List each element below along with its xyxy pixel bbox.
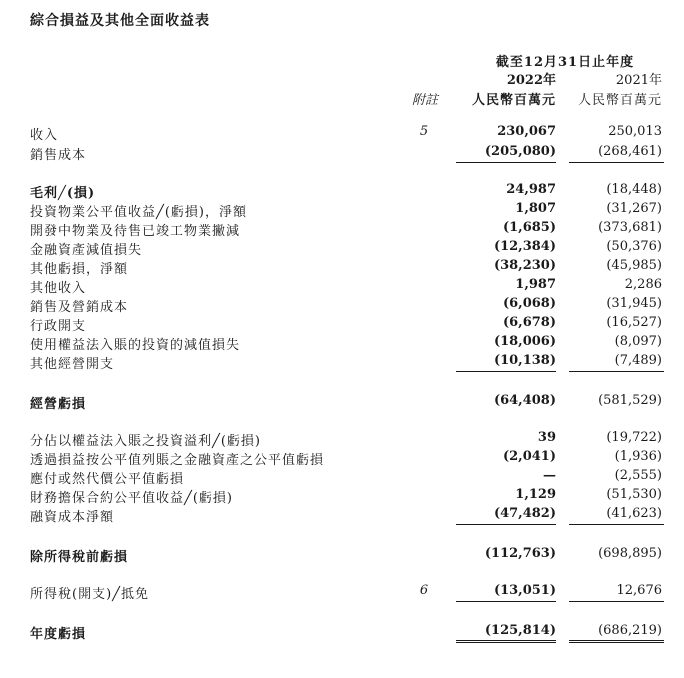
subtotal-rule bbox=[569, 601, 664, 602]
row-label: 年度虧損 bbox=[30, 627, 87, 642]
table-row bbox=[0, 239, 684, 257]
table-row bbox=[0, 201, 684, 219]
table-row bbox=[0, 182, 684, 200]
row-label: 毛利╱(損) bbox=[30, 186, 96, 201]
row-label: 分佔以權益法入賬之投資溢利╱(虧損) bbox=[30, 434, 261, 449]
row-label: 所得稅(開支)╱抵免 bbox=[30, 587, 149, 602]
row-prior-value: (2,555) bbox=[614, 468, 662, 483]
unit-current-header: 人民幣百萬元 bbox=[471, 93, 556, 108]
table-row bbox=[0, 220, 684, 238]
row-label: 金融資產減值損失 bbox=[30, 243, 143, 258]
row-label: 收入 bbox=[30, 128, 59, 143]
table-row bbox=[0, 506, 684, 524]
row-prior-value: (31,267) bbox=[606, 201, 662, 216]
row-prior-value: (45,985) bbox=[606, 258, 662, 273]
table-row bbox=[0, 430, 684, 448]
row-prior-value: (41,623) bbox=[606, 506, 662, 521]
note-column-header: 附註 bbox=[412, 93, 439, 108]
table-row bbox=[0, 449, 684, 467]
row-current-value: (6,068) bbox=[502, 296, 556, 311]
table-row bbox=[0, 393, 684, 411]
row-current-value: (10,138) bbox=[493, 353, 556, 368]
row-prior-value: (686,219) bbox=[598, 623, 662, 638]
year-current-header: 2022年 bbox=[506, 73, 556, 88]
row-current-value: (1,685) bbox=[502, 220, 556, 235]
table-row bbox=[0, 124, 684, 142]
row-current-value: (12,384) bbox=[493, 239, 556, 254]
row-label: 融資成本淨額 bbox=[30, 510, 115, 525]
row-prior-value: (581,529) bbox=[598, 393, 662, 408]
row-prior-value: 250,013 bbox=[608, 124, 662, 139]
row-prior-value: (268,461) bbox=[598, 144, 662, 159]
row-current-value: 230,067 bbox=[497, 124, 556, 139]
table-row bbox=[0, 334, 684, 352]
row-label: 應付或然代價公平值虧損 bbox=[30, 472, 185, 487]
row-prior-value: (7,489) bbox=[614, 353, 662, 368]
row-prior-value: (1,936) bbox=[614, 449, 662, 464]
row-current-value: (13,051) bbox=[493, 583, 556, 598]
row-label: 財務擔保合約公平值收益╱(虧損) bbox=[30, 491, 233, 506]
row-current-value: (205,080) bbox=[484, 144, 556, 159]
table-row bbox=[0, 487, 684, 505]
row-label: 其他經營開支 bbox=[30, 357, 115, 372]
row-current-value: (64,408) bbox=[493, 393, 556, 408]
table-row bbox=[0, 623, 684, 641]
row-current-value: 1,987 bbox=[515, 277, 556, 292]
row-label: 其他收入 bbox=[30, 281, 87, 296]
row-prior-value: (31,945) bbox=[606, 296, 662, 311]
row-prior-value: 2,286 bbox=[624, 277, 662, 292]
row-current-value: — bbox=[543, 468, 556, 483]
subtotal-rule bbox=[456, 162, 556, 163]
year-prior-header: 2021年 bbox=[615, 73, 662, 88]
row-prior-value: (698,895) bbox=[598, 546, 662, 561]
total-double-rule bbox=[569, 640, 664, 643]
row-note: 5 bbox=[419, 124, 429, 139]
row-label: 透過損益按公平值列賬之金融資產之公平值虧損 bbox=[30, 453, 325, 468]
row-current-value: (112,763) bbox=[484, 546, 556, 561]
row-prior-value: (16,527) bbox=[606, 315, 662, 330]
row-current-value: 39 bbox=[537, 430, 556, 445]
total-double-rule bbox=[456, 640, 556, 643]
row-label: 銷售成本 bbox=[30, 148, 87, 163]
row-label: 除所得稅前虧損 bbox=[30, 550, 129, 565]
row-current-value: (2,041) bbox=[502, 449, 556, 464]
page-title: 綜合損益及其他全面收益表 bbox=[30, 13, 210, 29]
row-current-value: (47,482) bbox=[493, 506, 556, 521]
row-note: 6 bbox=[419, 583, 429, 598]
table-row bbox=[0, 296, 684, 314]
row-label: 使用權益法入賬的投資的減值損失 bbox=[30, 338, 241, 353]
row-label: 其他虧損，淨額 bbox=[30, 262, 129, 277]
subtotal-rule bbox=[569, 371, 664, 372]
row-prior-value: (50,376) bbox=[606, 239, 662, 254]
subtotal-rule bbox=[456, 601, 556, 602]
row-label: 銷售及營銷成本 bbox=[30, 300, 129, 315]
row-current-value: (6,678) bbox=[502, 315, 556, 330]
table-row bbox=[0, 144, 684, 162]
row-current-value: (125,814) bbox=[484, 623, 556, 638]
row-current-value: (18,006) bbox=[493, 334, 556, 349]
row-current-value: 24,987 bbox=[506, 182, 556, 197]
row-label: 開發中物業及待售已竣工物業撇減 bbox=[30, 224, 241, 239]
row-label: 行政開支 bbox=[30, 319, 87, 334]
subtotal-rule bbox=[569, 524, 664, 525]
subtotal-rule bbox=[456, 524, 556, 525]
row-label: 投資物業公平值收益╱(虧損)，淨額 bbox=[30, 205, 247, 220]
row-prior-value: (373,681) bbox=[598, 220, 662, 235]
unit-prior-header: 人民幣百萬元 bbox=[577, 93, 662, 108]
row-current-value: 1,129 bbox=[515, 487, 556, 502]
table-row bbox=[0, 277, 684, 295]
table-row bbox=[0, 258, 684, 276]
row-prior-value: (19,722) bbox=[606, 430, 662, 445]
row-prior-value: 12,676 bbox=[616, 583, 662, 598]
row-current-value: 1,807 bbox=[515, 201, 556, 216]
table-row bbox=[0, 546, 684, 564]
row-prior-value: (8,097) bbox=[614, 334, 662, 349]
subtotal-rule bbox=[456, 371, 556, 372]
table-row bbox=[0, 468, 684, 486]
table-row bbox=[0, 315, 684, 333]
subtotal-rule bbox=[569, 162, 664, 163]
row-prior-value: (51,530) bbox=[606, 487, 662, 502]
table-row bbox=[0, 353, 684, 371]
row-label: 經營虧損 bbox=[30, 397, 87, 412]
period-header: 截至12月31日止年度 bbox=[495, 55, 635, 70]
row-current-value: (38,230) bbox=[493, 258, 556, 273]
row-prior-value: (18,448) bbox=[606, 182, 662, 197]
table-row bbox=[0, 583, 684, 601]
